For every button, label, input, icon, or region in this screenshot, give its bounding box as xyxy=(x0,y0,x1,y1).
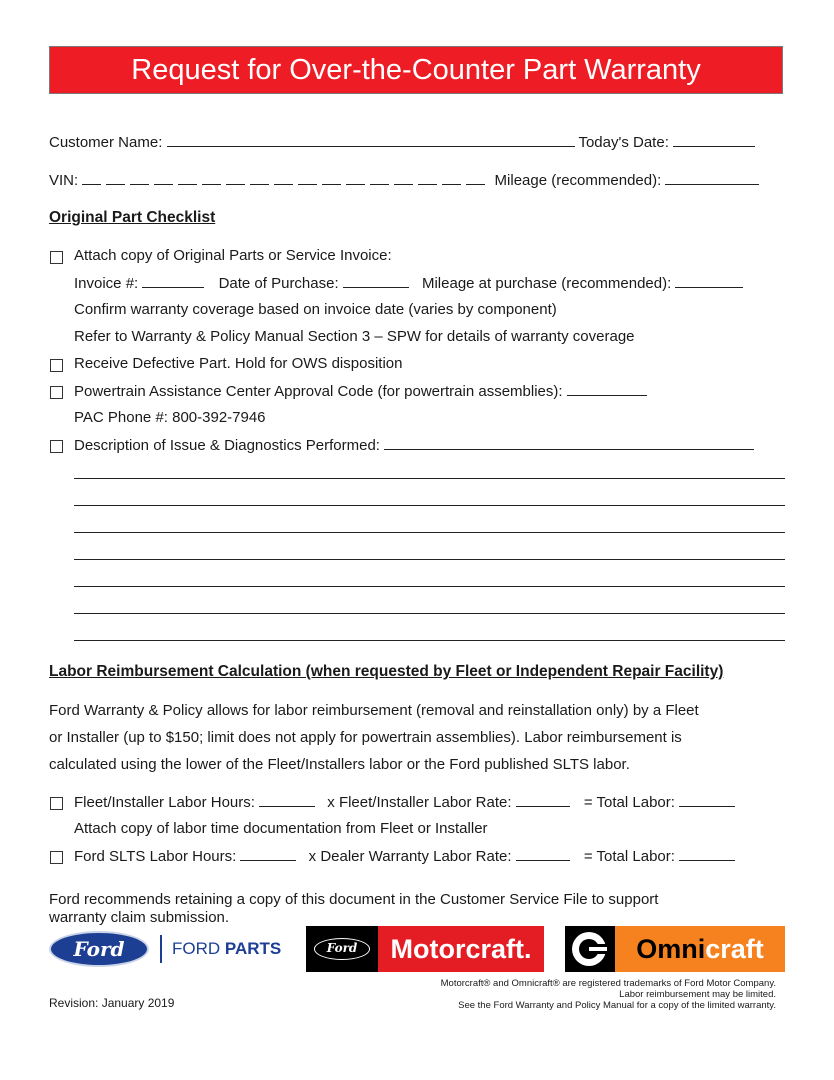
pac-approval-label: Powertrain Assistance Center Approval Code (for powertrain assemblies): xyxy=(74,383,563,400)
date-of-purchase-label: Date of Purchase: xyxy=(218,275,339,292)
invoice-number-label: Invoice #: xyxy=(74,275,139,292)
attach-labor-doc-text: Attach copy of labor time documentation from Fleet or Installer xyxy=(74,820,488,837)
equals-sign: = xyxy=(583,848,593,865)
recommendation-line: Ford recommends retaining a copy of this document in the Customer Service File to support xyxy=(49,891,659,908)
ford-logo: Ford xyxy=(49,931,149,967)
checkbox-pac-approval[interactable] xyxy=(50,386,63,399)
vin-row xyxy=(49,170,759,191)
checkbox-attach-invoice[interactable] xyxy=(50,251,63,264)
invoice-details-row xyxy=(74,273,743,294)
description-line[interactable] xyxy=(74,640,785,641)
description-line[interactable] xyxy=(74,586,785,587)
total-labor-label: Total Labor: xyxy=(596,848,675,865)
logo-separator xyxy=(160,935,162,963)
description-line[interactable] xyxy=(74,478,785,479)
description-field[interactable] xyxy=(384,435,754,450)
date-of-purchase-field[interactable] xyxy=(343,273,409,288)
mileage-at-purchase-label: Mileage at purchase (recommended): xyxy=(421,275,672,292)
checkbox-description[interactable] xyxy=(50,440,63,453)
customer-name-row xyxy=(49,132,755,153)
page-title: Request for Over-the-Counter Part Warranty xyxy=(49,46,783,94)
equals-sign: = xyxy=(583,794,593,811)
legal-text xyxy=(356,978,776,1011)
legal-line: Labor reimbursement may be limited. xyxy=(619,989,776,1000)
labor-paragraph-line: Ford Warranty & Policy allows for labor reimbursement (removal and reinstallation only) by a Fleet xyxy=(49,702,699,719)
fleet-rate-field[interactable] xyxy=(516,792,570,807)
revision-text: Revision: January 2019 xyxy=(49,996,175,1010)
recommendation-text xyxy=(49,891,789,927)
total-labor-label: Total Labor: xyxy=(596,794,675,811)
customer-name-label: Customer Name: xyxy=(49,134,163,151)
legal-line: See the Ford Warranty and Policy Manual for a copy of the limited warranty. xyxy=(458,1000,776,1011)
vin-label: VIN: xyxy=(49,172,79,189)
dealer-rate-field[interactable] xyxy=(516,846,570,861)
recommendation-line: warranty claim submission. xyxy=(49,909,230,926)
labor-heading: Labor Reimbursement Calculation (when requested by Fleet or Independent Repair Facility) xyxy=(49,663,724,680)
checkbox-defective-part[interactable] xyxy=(50,359,63,372)
todays-date-field[interactable] xyxy=(673,132,755,147)
mileage-label: Mileage (recommended): xyxy=(494,172,662,189)
pac-approval-field[interactable] xyxy=(567,381,647,396)
fleet-labor-row xyxy=(74,792,735,813)
confirm-coverage-text: Confirm warranty coverage based on invoice date (varies by component) xyxy=(74,301,557,318)
omnicraft-c-icon xyxy=(565,926,615,972)
omnicraft-logo-part2: craft xyxy=(705,934,764,964)
fleet-hours-field[interactable] xyxy=(259,792,315,807)
ford-parts-logo xyxy=(172,938,281,960)
slts-hours-field[interactable] xyxy=(240,846,296,861)
description-line[interactable] xyxy=(74,532,785,533)
checkbox-slts-labor[interactable] xyxy=(50,851,63,864)
mileage-field[interactable] xyxy=(665,170,759,185)
description-row xyxy=(74,435,754,456)
description-line[interactable] xyxy=(74,505,785,506)
multiply-sign: x xyxy=(327,794,335,811)
labor-paragraph-line: calculated using the lower of the Fleet/Installers labor or the Ford published SLTS labor. xyxy=(49,756,630,773)
description-line[interactable] xyxy=(74,559,785,560)
labor-paragraph-line: or Installer (up to $150; limit does not apply for powertrain assemblies). Labor reimbursement is xyxy=(49,729,682,746)
total-labor-field[interactable] xyxy=(679,792,735,807)
todays-date-label: Today's Date: xyxy=(578,134,669,151)
pac-phone-text: PAC Phone #: 800-392-7946 xyxy=(74,409,266,426)
checkbox-fleet-labor[interactable] xyxy=(50,797,63,810)
slts-labor-row xyxy=(74,846,735,867)
pac-approval-row xyxy=(74,381,647,402)
omnicraft-logo xyxy=(615,926,785,972)
fleet-hours-label: Fleet/Installer Labor Hours: xyxy=(74,794,255,811)
legal-line: Motorcraft® and Omnicraft® are registered trademarks of Ford Motor Company. xyxy=(440,978,776,989)
description-line[interactable] xyxy=(74,613,785,614)
omnicraft-logo-part1: Omni xyxy=(636,934,706,964)
fleet-rate-label: Fleet/Installer Labor Rate: xyxy=(338,794,512,811)
customer-name-field[interactable] xyxy=(167,132,575,147)
invoice-number-field[interactable] xyxy=(142,273,204,288)
motorcraft-logo: Motorcraft. xyxy=(378,926,544,972)
dealer-rate-label: Dealer Warranty Labor Rate: xyxy=(320,848,512,865)
multiply-sign: x xyxy=(308,848,317,865)
total-labor-field[interactable] xyxy=(679,846,735,861)
omnicraft-icon xyxy=(565,926,615,972)
mileage-at-purchase-field[interactable] xyxy=(675,273,743,288)
ford-parts-prefix: FORD xyxy=(172,939,221,958)
labor-paragraph xyxy=(49,697,789,778)
ford-small-logo: Ford xyxy=(314,938,370,960)
ford-parts-suffix: PARTS xyxy=(224,939,282,958)
defective-part-label: Receive Defective Part. Hold for OWS disposition xyxy=(74,355,403,372)
slts-hours-label: Ford SLTS Labor Hours: xyxy=(74,848,237,865)
attach-invoice-label: Attach copy of Original Parts or Service Invoice: xyxy=(74,247,392,264)
checklist-heading: Original Part Checklist xyxy=(49,209,216,226)
description-label: Description of Issue & Diagnostics Performed: xyxy=(74,437,380,454)
motorcraft-ford-badge xyxy=(306,926,378,972)
vin-field[interactable] xyxy=(82,170,490,191)
refer-manual-text: Refer to Warranty & Policy Manual Section 3 – SPW for details of warranty coverage xyxy=(74,328,635,345)
